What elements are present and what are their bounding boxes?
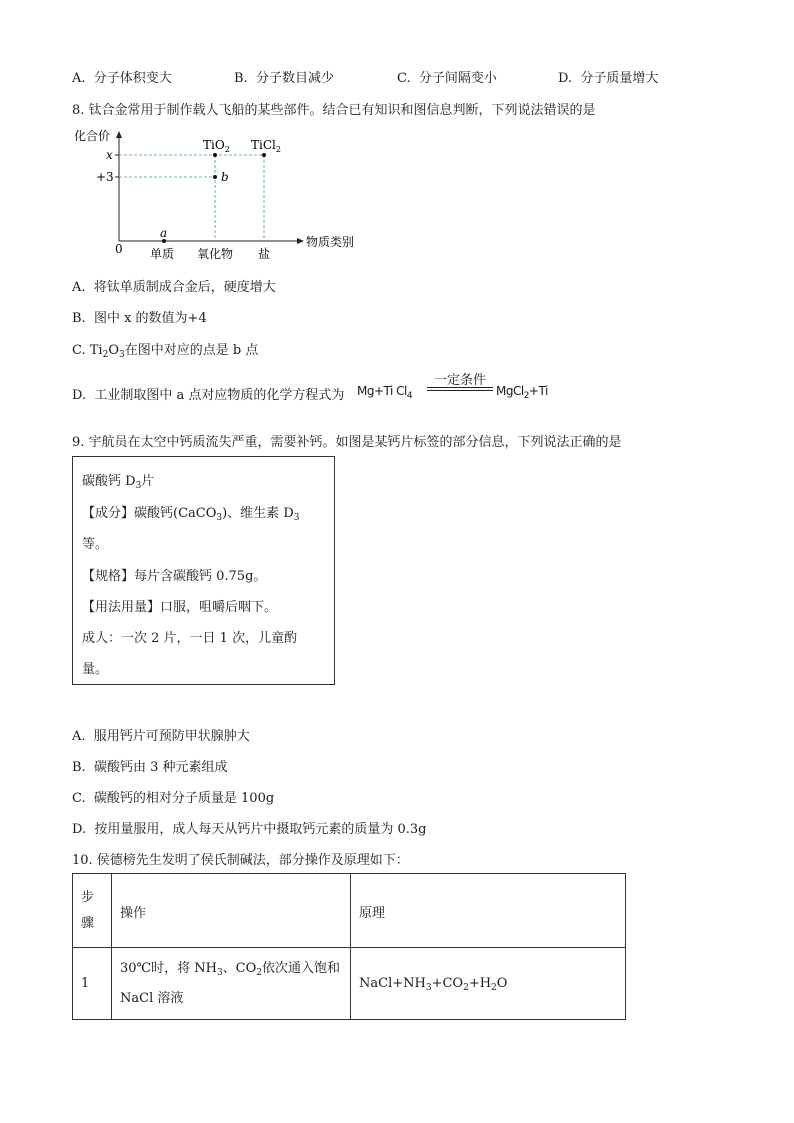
point-tio2 (213, 153, 217, 157)
label-usage: 【用法用量】口服，咀嚼后咽下。 (82, 600, 278, 615)
q9-option-c: C. 碳酸钙的相对分子质量是 100g (72, 791, 275, 806)
table-header-row (73, 874, 626, 948)
label-b: b (221, 170, 229, 184)
q7-option-b: B. 分子数目减少 (234, 71, 334, 86)
y-axis-title: 化合价 (74, 129, 111, 143)
point-b (213, 175, 217, 179)
row1-principle: $NaCl+NH_3+CO_2+H_2O$ (351, 948, 626, 1020)
x-tick-label-salt: 盐 (258, 247, 271, 261)
label-tio2: TiO$_2$ (203, 138, 230, 154)
x-axis-title: 物质类别 (306, 235, 355, 249)
label-ingredients: 【成分】碳酸钙(CaCO$_3$)、维生素 $D_3$ (82, 506, 300, 523)
q9-stem: 9. 宇航员在太空中钙质流失严重，需要补钙。如图是某钙片标签的部分信息，下列说法正确的是 (72, 435, 622, 450)
x-axis-arrow (297, 238, 304, 244)
row1-operation: 30℃时，将 $NH_3$、$CO_2$依次通入饱和 NaCl 溶液 (112, 948, 351, 1020)
y-tick-label-x: x (106, 148, 113, 162)
q9-option-b: B. 碳酸钙由 3 种元素组成 (72, 760, 228, 775)
q8-option-c: C. $Ti_2O_3$在图中对应的点是 b 点 (72, 343, 259, 360)
label-spec: 【规格】每片含碳酸钙 0.75g。 (82, 569, 267, 584)
point-ticl2 (262, 153, 266, 157)
label-a: a (160, 226, 168, 240)
y-tick-label-3: +3 (96, 170, 114, 184)
q8-option-a: A. 将钛单质制成合金后，硬度增大 (72, 280, 276, 295)
label-ticl2: TiCl$_2$ (251, 138, 281, 154)
valence-chart (70, 124, 370, 264)
table-row (73, 948, 626, 1020)
x-tick-label-oxide: 氧化物 (197, 247, 234, 261)
q8-option-b: B. 图中 x 的数值为+4 (72, 311, 207, 326)
header-step: 步骤 (73, 874, 112, 948)
q8-option-d: D. 工业制取图中 a 点对应物质的化学方程式为 (72, 388, 345, 403)
label-ingredients-cont: 等。 (82, 537, 109, 552)
row1-step: 1 (73, 948, 112, 1020)
procedure-table (72, 873, 626, 1020)
label-dose-line2: 量。 (82, 662, 109, 677)
q7-option-c: C. 分子间隔变小 (397, 71, 497, 86)
origin-label: 0 (115, 242, 123, 256)
equation-left: Mg+Ti $Cl_4$ (357, 384, 413, 401)
calcium-tablet-label (72, 456, 335, 685)
x-tick-label-element: 单质 (150, 247, 175, 261)
label-dose-line1: 成人：一次 2 片，一日 1 次，儿童酌 (82, 631, 298, 646)
equation-condition: 一定条件 (433, 373, 486, 388)
q9-option-d: D. 按用量服用，成人每天从钙片中摄取钙元素的质量为 0.3g (72, 822, 427, 837)
q7-option-a: A. 分子体积变大 (72, 71, 172, 86)
q7-option-d: D. 分子质量增大 (558, 71, 659, 86)
q10-stem: 10. 侯德榜先生发明了侯氏制碱法，部分操作及原理如下： (72, 853, 409, 868)
equation-right: MgCl$_2$+Ti (496, 384, 548, 401)
q8-stem: 8. 钛合金常用于制作载人飞船的某些部件。结合已有知识和图信息判断，下列说法错误的是 (72, 103, 596, 118)
equation-equals-sign (427, 387, 493, 391)
y-axis-arrow (116, 131, 122, 138)
q9-option-a: A. 服用钙片可预防甲状腺肿大 (72, 729, 250, 744)
header-principle: 原理 (351, 874, 626, 948)
label-title: 碳酸钙 $D_3$片 (82, 474, 155, 491)
header-operation: 操作 (112, 874, 351, 948)
